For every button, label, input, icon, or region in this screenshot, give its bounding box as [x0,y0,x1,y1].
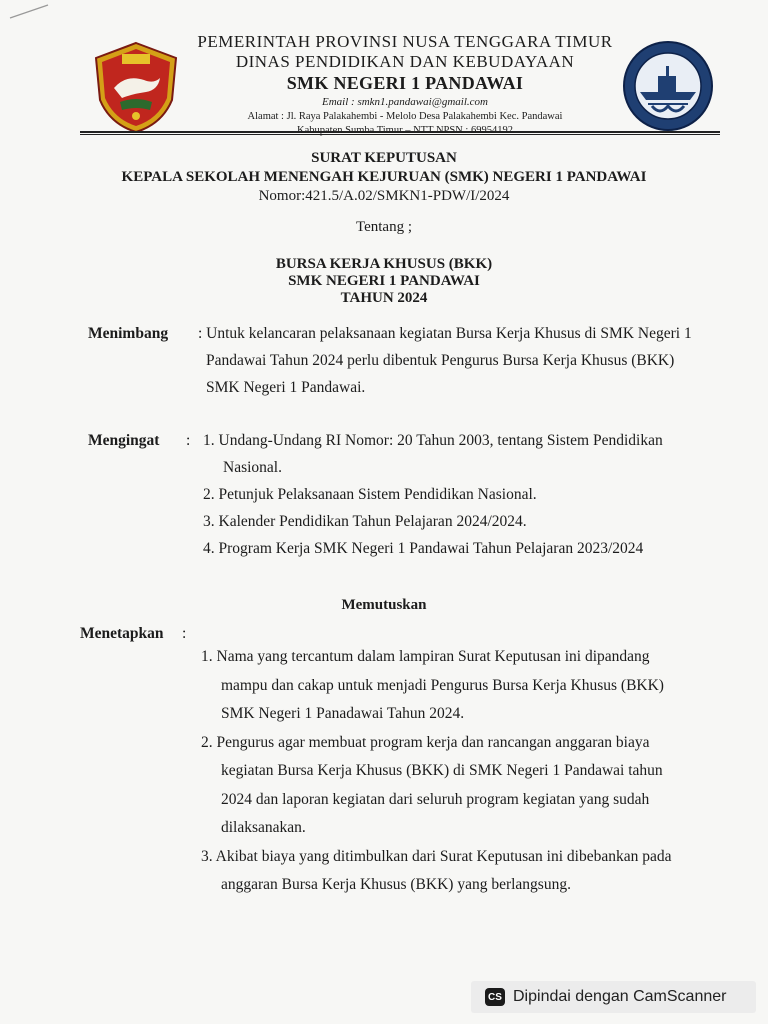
subject-line-2: SMK NEGERI 1 PANDAWAI [288,273,480,289]
mengingat-item-cont: Nasional. [223,459,282,476]
mengingat-colon: : [186,432,191,449]
memutuskan-title: Memutuskan [341,597,427,613]
decision-line: anggaran Bursa Kerja Khusus (BKK) yang berlangsung. [221,876,571,893]
mengingat-item: 4. Program Kerja SMK Negeri 1 Pandawai Tahun Pelajaran 2023/2024 [203,540,644,557]
mengingat-list [203,427,663,562]
camscanner-icon: CS [485,988,505,1006]
menetapkan-colon: : [182,625,187,642]
mengingat-label: Mengingat [88,432,160,449]
letterhead-rule-thick [80,131,720,133]
about-label: Tentang ; [355,219,412,235]
decision-line: kegiatan Bursa Kerja Khusus (BKK) di SMK Negeri 1 Pandawai tahun [221,762,663,779]
decision-line: 3. Akibat biaya yang ditimbulkan dari Surat Keputusan ini dibebankan pada [201,847,672,865]
mengingat-item: 1. Undang-Undang RI Nomor: 20 Tahun 2003, tentang Sistem Pendidikan [203,432,663,449]
decision-line: SMK Negeri 1 Panadawai Tahun 2024. [221,705,465,722]
decree-title: SURAT KEPUTUSAN [311,150,457,166]
mengingat-item: 2. Petunjuk Pelaksanaan Sistem Pendidikan Nasional. [203,486,537,503]
letterhead-school: SMK NEGERI 1 PANDAWAI [286,73,524,93]
menimbang-line: : Untuk kelancaran pelaksanaan kegiatan Bursa Kerja Khusus di SMK Negeri 1 [198,325,692,342]
subject-line-1: BURSA KERJA KHUSUS (BKK) [275,256,493,272]
school-ship-emblem-icon [622,40,714,132]
letterhead-rule-thin [80,134,720,135]
camscanner-label: Dipindai dengan CamScanner [513,988,727,1005]
menimbang-line: Pandawai Tahun 2024 perlu dibentuk Pengurus Bursa Kerja Khusus (BKK) [206,352,675,369]
decision-line: 1. Nama yang tercantum dalam lampiran Surat Keputusan ini dipandang [201,648,650,665]
camscanner-watermark [471,981,756,1013]
subject-line-3: TAHUN 2024 [340,290,428,306]
letterhead-government: PEMERINTAH PROVINSI NUSA TENGGARA TIMUR [197,32,613,51]
letterhead-email: Email : smkn1.pandawai@gmail.com [322,96,488,108]
pen-scribble-mark [8,2,68,22]
mengingat-item: 3. Kalender Pendidikan Tahun Pelajaran 2024/2024. [203,513,527,530]
provincial-emblem-icon [92,40,180,134]
decree-issuer: KEPALA SEKOLAH MENENGAH KEJURUAN (SMK) NEGERI 1 PANDAWAI [121,169,647,185]
menimbang-label: Menimbang [88,325,169,342]
menetapkan-label: Menetapkan [80,625,164,642]
menimbang-line: SMK Negeri 1 Pandawai. [206,379,366,396]
letterhead-address: Alamat : Jl. Raya Palakahembi - Melolo Desa Palakahembi Kec. Pandawai [247,111,563,122]
letterhead-agency: DINAS PENDIDIKAN DAN KEBUDAYAAN [235,52,575,71]
menetapkan-list [201,643,672,900]
letterhead [180,32,630,138]
menimbang-text [198,320,692,401]
decree-number: Nomor:421.5/A.02/SMKN1-PDW/I/2024 [258,188,510,204]
decision-line: mampu dan cakap untuk menjadi Pengurus Bursa Kerja Khusus (BKK) [221,676,664,694]
decision-line: 2. Pengurus agar membuat program kerja dan rancangan anggaran biaya [201,733,650,751]
decision-line: dilaksanakan. [221,819,306,836]
decision-line: 2024 dan laporan kegiatan dari seluruh program kegiatan yang sudah [221,790,650,808]
